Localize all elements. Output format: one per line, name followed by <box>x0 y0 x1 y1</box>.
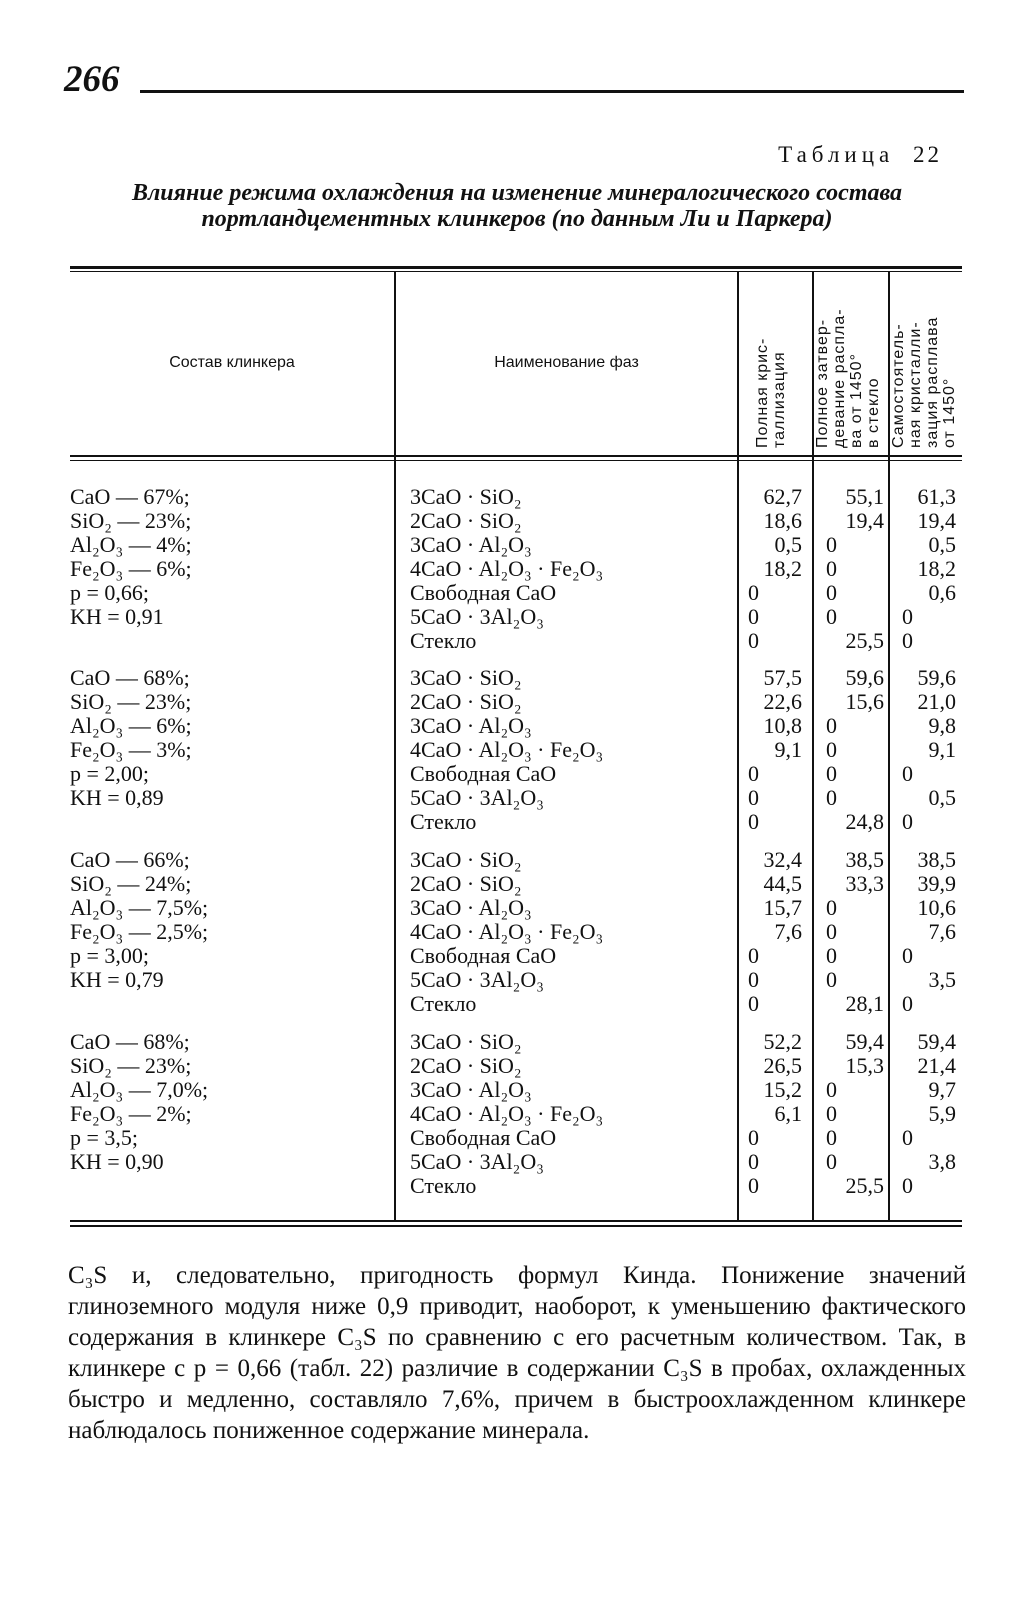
independent-crystallization-cell: 59,4 21,4 9,7 5,9 0 3,8 0 <box>902 1029 956 1198</box>
independent-crystallization-cell: 59,6 21,0 9,8 9,1 0 0,5 0 <box>902 665 956 834</box>
header-col3: Самостоятель- ная кристалли- зация расплава от 1450° <box>890 316 958 448</box>
table-bottom-rule-2 <box>70 1225 962 1227</box>
table-caption: Влияние режима охлаждения на изменение минералогического состава портландцементных клинкеров (по данным Ли и Паркера) <box>131 180 903 232</box>
header-col1: Полная крис- таллизация <box>754 337 788 448</box>
table-bottom-rule <box>70 1220 962 1222</box>
phases-cell: 3CaO · SiO₂ 2CaO · SiO₂ 3CaO · Al₂O₃ 4CaO · Al₂O₃ · Fe₂O₃ Свободная CaO 5CaO · 3Al₂O₃ Стекло <box>410 847 604 1016</box>
full-crystallization-cell: 32,4 44,5 15,7 7,6 0 0 0 <box>748 847 802 1016</box>
glass-solidification-cell: 38,5 33,3 0 0 0 0 28,1 <box>826 847 884 1016</box>
page-number: 266 <box>64 59 120 100</box>
body-paragraph: C₃S и, следовательно, пригодность формул Кинда. Понижение значений глиноземного модуля ниже 0,9 приводит, наоборот, к уменьшению фактического содержания в клинкере C₃S по сравнению с его расчетным количеством. Так, в клинкере с p = 0,66 (табл. 22) различие в содержании C₃S в пробах, охлажденных быстро и медленно, составляло 7,6%, причем в быстроохлажденном клинкере наблюдалось пониженное содержание минерала. <box>68 1262 966 1444</box>
composition-cell: CaO — 67%; SiO₂ — 23%; Al₂O₃ — 4%; Fe₂O₃ — 6%; p = 0,66; KH = 0,91 <box>70 484 192 629</box>
header-rule <box>140 90 964 93</box>
table-top-rule <box>70 266 962 269</box>
full-crystallization-cell: 57,5 22,6 10,8 9,1 0 0 0 <box>748 665 802 834</box>
composition-cell: CaO — 68%; SiO₂ — 23%; Al₂O₃ — 6%; Fe₂O₃ — 3%; p = 2,00; KH = 0,89 <box>70 665 192 810</box>
table-group-4 <box>0 1030 1034 1198</box>
header-phases: Наименование фаз <box>494 354 639 371</box>
composition-cell: CaO — 66%; SiO₂ — 24%; Al₂O₃ — 7,5%; Fe₂O₃ — 2,5%; p = 3,00; KH = 0,79 <box>70 847 209 992</box>
full-crystallization-cell: 62,7 18,6 0,5 18,2 0 0 0 <box>748 484 802 653</box>
phases-cell: 3CaO · SiO₂ 2CaO · SiO₂ 3CaO · Al₂O₃ 4CaO · Al₂O₃ · Fe₂O₃ Свободная CaO 5CaO · 3Al₂O₃ Стекло <box>410 1029 604 1198</box>
table-number-label: Таблица <box>778 142 895 167</box>
independent-crystallization-cell: 61,3 19,4 0,5 18,2 0,6 0 0 <box>902 484 956 653</box>
header-composition: Состав клинкера <box>169 354 295 371</box>
header-bottom-rule <box>70 455 962 457</box>
composition-cell: CaO — 68%; SiO₂ — 23%; Al₂O₃ — 7,0%; Fe₂O₃ — 2%; p = 3,5; KH = 0,90 <box>70 1029 209 1174</box>
full-crystallization-cell: 52,2 26,5 15,2 6,1 0 0 0 <box>748 1029 802 1198</box>
header-col2: Полное затвер- девание распла- ва от 1450° в стекло <box>814 308 882 448</box>
table-number-value: 22 <box>913 142 942 167</box>
table-group-1 <box>0 485 1034 653</box>
phases-cell: 3CaO · SiO₂ 2CaO · SiO₂ 3CaO · Al₂O₃ 4CaO · Al₂O₃ · Fe₂O₃ Свободная CaO 5CaO · 3Al₂O₃ Стекло <box>410 484 604 653</box>
table-number <box>778 142 942 168</box>
phases-cell: 3CaO · SiO₂ 2CaO · SiO₂ 3CaO · Al₂O₃ 4CaO · Al₂O₃ · Fe₂O₃ Свободная CaO 5CaO · 3Al₂O₃ Стекло <box>410 665 604 834</box>
glass-solidification-cell: 55,1 19,4 0 0 0 0 25,5 <box>826 484 884 653</box>
glass-solidification-cell: 59,4 15,3 0 0 0 0 25,5 <box>826 1029 884 1198</box>
glass-solidification-cell: 59,6 15,6 0 0 0 0 24,8 <box>826 665 884 834</box>
table-group-2 <box>0 666 1034 834</box>
table-top-rule-thin <box>70 271 962 272</box>
header-bottom-rule-thin <box>70 460 962 461</box>
table-group-3 <box>0 848 1034 1016</box>
independent-crystallization-cell: 38,5 39,9 10,6 7,6 0 3,5 0 <box>902 847 956 1016</box>
